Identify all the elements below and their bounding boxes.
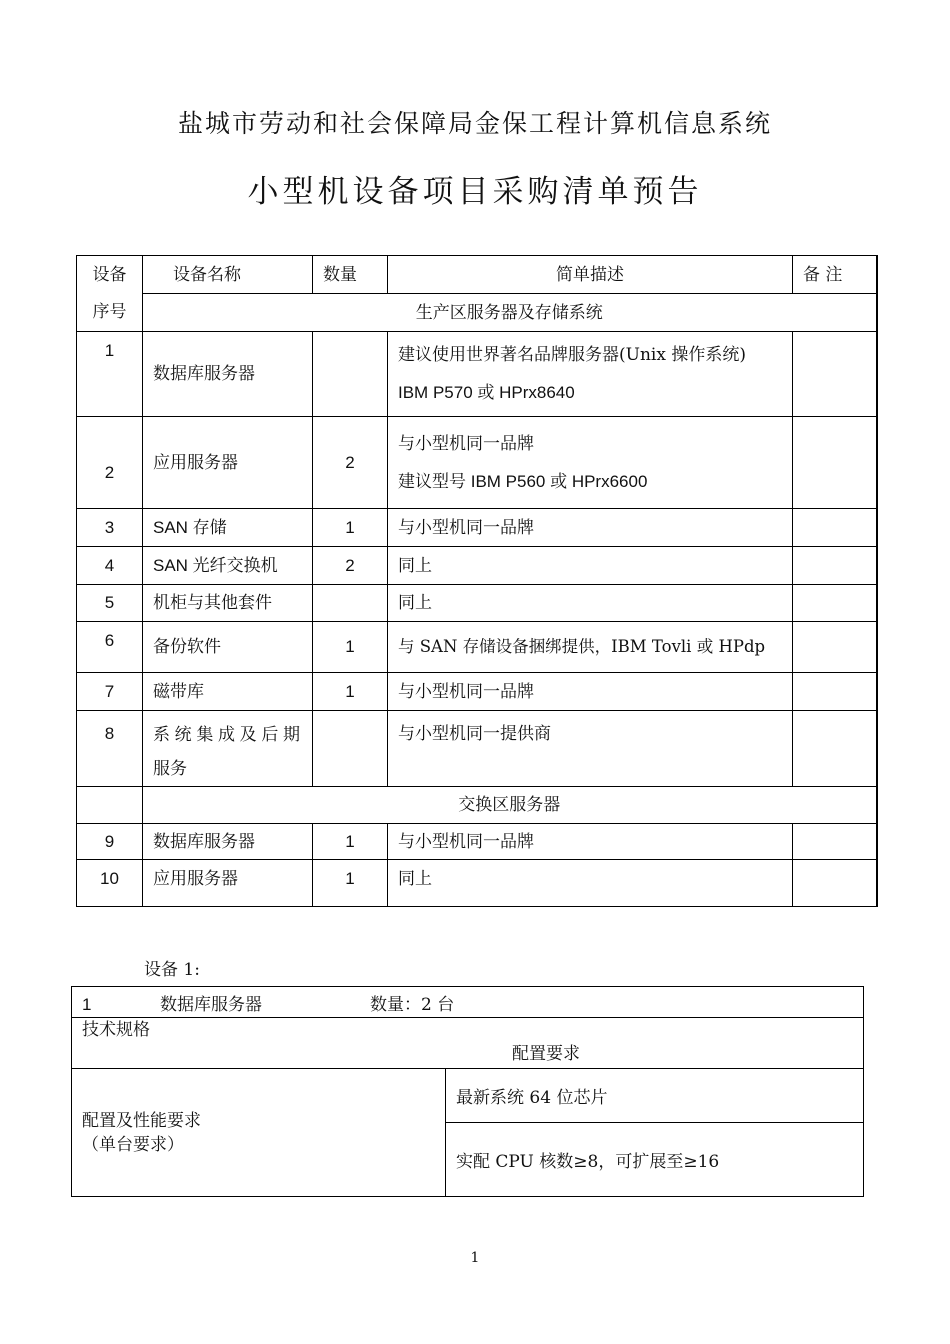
row-no: 4 <box>77 547 143 585</box>
procurement-table <box>76 255 878 907</box>
row-name: 应用服务器 <box>143 417 313 509</box>
row-desc-line1: 与小型机同一品牌 <box>398 433 534 454</box>
table-row <box>77 860 877 907</box>
config-header: 配置要求 <box>512 1044 580 1064</box>
table-row <box>77 417 877 509</box>
row-no: 3 <box>77 509 143 547</box>
perf-label-line1: 配置及性能要求 <box>82 1110 201 1131</box>
detail-qty: 数量：2 台 <box>370 994 455 1015</box>
document-title-line2: 小型机设备项目采购清单预告 <box>247 174 703 210</box>
perf-label-cell <box>72 1069 446 1197</box>
row-no: 6 <box>77 622 143 673</box>
row-remark <box>793 622 877 673</box>
row-remark <box>793 509 877 547</box>
table-row <box>77 673 877 711</box>
row-no: 8 <box>77 711 143 787</box>
row-name: 应用服务器 <box>143 860 313 907</box>
page-number: 1 <box>470 1250 480 1266</box>
req-2: 实配 CPU 核数≥8，可扩展至≥16 <box>446 1123 864 1197</box>
row-remark <box>793 547 877 585</box>
row-qty: 1 <box>313 509 388 547</box>
row-no: 9 <box>77 824 143 860</box>
detail-spec-row <box>72 1018 864 1069</box>
header-remark: 备 注 <box>793 256 877 294</box>
req-1: 最新系统 64 位芯片 <box>446 1069 864 1123</box>
row-desc-line2: 建议型号 IBM P560 或 HPrx6600 <box>398 471 648 491</box>
header-desc: 简单描述 <box>388 256 793 294</box>
row-desc: 与小型机同一品牌 <box>388 673 793 711</box>
table-row <box>77 824 877 860</box>
row-no: 1 <box>77 332 143 417</box>
row-remark <box>793 824 877 860</box>
row-remark <box>793 860 877 907</box>
table-row <box>77 547 877 585</box>
row-name: 数据库服务器 <box>143 824 313 860</box>
row-name: SAN 光纤交换机 <box>143 547 313 585</box>
table-row <box>77 509 877 547</box>
row-desc: 同上 <box>388 860 793 907</box>
row-qty: 1 <box>313 824 388 860</box>
table-row <box>77 622 877 673</box>
header-qty: 数量 <box>313 256 388 294</box>
spec-label: 技术规格 <box>82 1020 150 1040</box>
document-title-line1: 盐城市劳动和社会保障局金保工程计算机信息系统 <box>177 109 772 138</box>
row-no: 2 <box>77 417 143 509</box>
row-remark <box>793 417 877 509</box>
row-desc-line2: IBM P570 或 HPrx8640 <box>398 383 575 402</box>
row-remark <box>793 673 877 711</box>
row-qty: 1 <box>313 622 388 673</box>
row-desc <box>388 332 793 417</box>
detail-name: 数据库服务器 <box>160 994 262 1015</box>
row-desc: 与 SAN 存储设备捆绑提供，IBM Tovli 或 HPdp <box>388 622 793 673</box>
row-desc <box>388 417 793 509</box>
row-name-line1: 系统集成及后期 <box>153 725 302 745</box>
row-name: 备份软件 <box>143 622 313 673</box>
row-qty: 2 <box>313 417 388 509</box>
row-no: 5 <box>77 585 143 622</box>
perf-label-line2: （单台要求） <box>82 1134 184 1155</box>
row-no: 7 <box>77 673 143 711</box>
header-seq-bottom: 序号 <box>77 294 143 332</box>
row-no: 10 <box>77 860 143 907</box>
header-seq-top: 设备 <box>77 256 143 294</box>
header-name: 设备名称 <box>143 256 313 294</box>
row-name <box>143 711 313 787</box>
table-row <box>77 711 877 787</box>
row-qty: 1 <box>313 673 388 711</box>
table-row <box>77 332 877 417</box>
detail-header-row <box>72 987 864 1018</box>
device-detail-table <box>71 986 864 1197</box>
row-name-line2: 服务 <box>153 759 187 779</box>
row-name: SAN 存储 <box>143 509 313 547</box>
row-desc: 同上 <box>388 547 793 585</box>
row-name: 磁带库 <box>143 673 313 711</box>
row-desc: 与小型机同一品牌 <box>388 824 793 860</box>
row-qty <box>313 585 388 622</box>
row-name: 机柜与其他套件 <box>143 585 313 622</box>
row-qty <box>313 332 388 417</box>
row-remark <box>793 711 877 787</box>
row-desc: 与小型机同一提供商 <box>388 711 793 787</box>
row-remark <box>793 332 877 417</box>
row-name: 数据库服务器 <box>143 332 313 417</box>
row-desc: 同上 <box>388 585 793 622</box>
detail-no: 1 <box>82 994 92 1014</box>
row-remark <box>793 585 877 622</box>
table-row <box>77 585 877 622</box>
row-qty: 2 <box>313 547 388 585</box>
row-desc: 与小型机同一品牌 <box>388 509 793 547</box>
section-empty-cell <box>77 787 143 824</box>
device-label: 设备 1: <box>144 960 200 980</box>
section-exchange: 交换区服务器 <box>143 787 877 824</box>
row-qty <box>313 711 388 787</box>
row-desc-line1: 建议使用世界著名品牌服务器(Unix 操作系统) <box>398 345 746 365</box>
section-production: 生产区服务器及存储系统 <box>143 294 877 332</box>
row-qty: 1 <box>313 860 388 907</box>
